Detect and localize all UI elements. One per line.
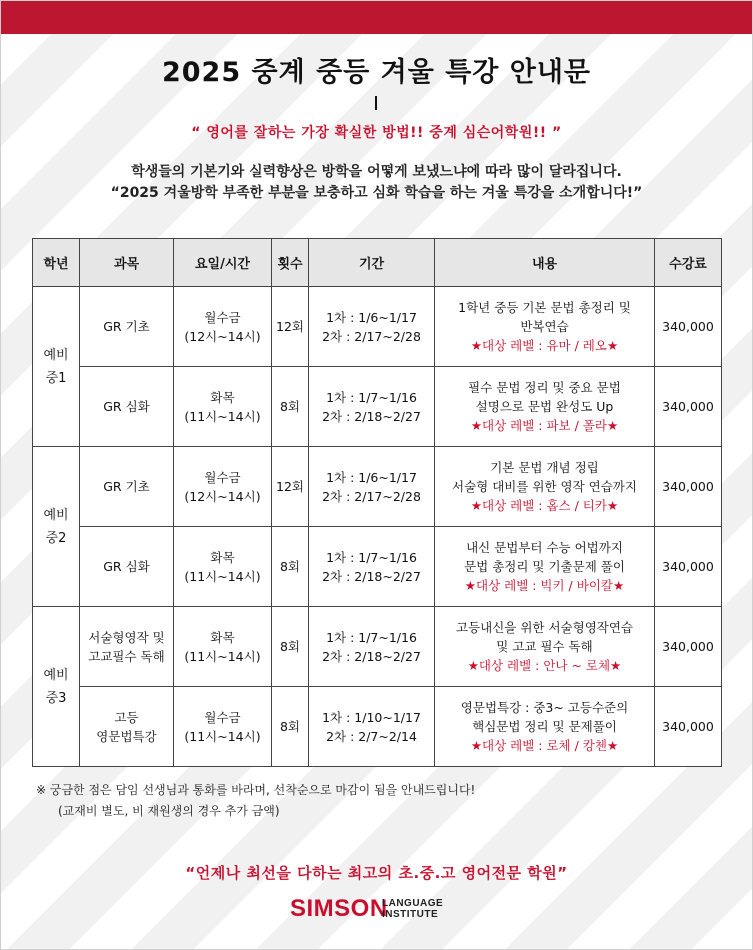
content-text: 및 고교 필수 독해 (496, 639, 593, 654)
period-cell (309, 607, 435, 687)
schedule-cell (174, 607, 272, 687)
logo-sub-line-1: LANGUAGE (382, 898, 444, 909)
count-cell: 8회 (272, 687, 309, 767)
target-level: ★대상 레벨 : 파보 / 폴라★ (470, 418, 619, 433)
count-cell: 8회 (272, 367, 309, 447)
schedule-time: (11시~14시) (184, 568, 261, 584)
count-cell: 8회 (272, 607, 309, 687)
schedule-cell (174, 287, 272, 367)
content-cell (435, 367, 655, 447)
content-cell (435, 687, 655, 767)
grade-label: 중2 (45, 530, 67, 546)
logo-wordmark: SIMSON (290, 895, 388, 922)
fee-cell: 340,000 (655, 287, 722, 367)
content-cell (435, 527, 655, 607)
grade-label: 예비 (43, 347, 69, 363)
subject-text: GR 심화 (103, 559, 150, 574)
grade-label: 중3 (45, 690, 67, 706)
schedule-day: 화목 (210, 549, 235, 565)
subject-cell (80, 687, 174, 767)
intro-line-2: “2025 겨울방학 부족한 부분을 보충하고 심화 학습을 하는 겨울 특강을 소개합니다!” (110, 185, 643, 201)
schedule-cell (174, 447, 272, 527)
subject-text: GR 기초 (103, 479, 150, 494)
fee-cell: 340,000 (655, 607, 722, 687)
grade-cell (33, 287, 80, 447)
subject-text: 고교필수 독해 (88, 648, 165, 664)
notice-line-1: ※ 궁금한 점은 담임 선생님과 통화를 바라며, 선착순으로 마감이 됨을 안내드립니다! (36, 783, 476, 797)
logo-sub-line-2: INSTITUTE (382, 909, 439, 920)
content-text: 영문법특강 : 중3~ 고등수준의 (460, 700, 629, 715)
subject-text: GR 심화 (103, 399, 150, 414)
subject-cell (80, 367, 174, 447)
content-text: 문법 총정리 및 기출문제 풀이 (464, 559, 625, 574)
intro-text (0, 162, 753, 204)
target-level: ★대상 레벨 : 안나 ~ 로체★ (467, 658, 622, 673)
content-text: 반복연습 (520, 319, 569, 334)
notice-line-2: (교재비 별도, 비 재원생의 경우 추가 금액) (58, 804, 280, 818)
subject-text: 영문법특강 (96, 728, 157, 744)
period-cell (309, 367, 435, 447)
content-text: 설명으로 문법 완성도 Up (475, 399, 614, 414)
grade-label: 중1 (45, 370, 67, 386)
header-count: 횟수 (272, 239, 309, 287)
schedule-time: (11시~14시) (184, 408, 261, 424)
slogan: “ 영어를 잘하는 가장 확실한 방법!! 중계 심슨어학원!! ” (191, 125, 562, 141)
content-text: 필수 문법 정리 및 중요 문법 (468, 380, 621, 395)
period-first: 1차 : 1/7~1/16 (326, 629, 417, 645)
header-period: 기간 (309, 239, 435, 287)
schedule-cell (174, 367, 272, 447)
closing-slogan: “언제나 최선을 다하는 최고의 초.중.고 영어전문 학원” (185, 864, 568, 882)
header-grade: 학년 (33, 239, 80, 287)
schedule-time: (11시~14시) (184, 728, 261, 744)
table-header-row (33, 239, 722, 287)
notice (36, 780, 475, 822)
schedule-day: 화목 (210, 629, 235, 645)
header-fee: 수강료 (655, 239, 722, 287)
fee-cell: 340,000 (655, 527, 722, 607)
content-text: 서술형 대비를 위한 영작 연습까지 (452, 479, 637, 494)
fee-cell: 340,000 (655, 447, 722, 527)
count-cell: 12회 (272, 447, 309, 527)
grade-label: 예비 (43, 507, 69, 523)
table-row (33, 527, 722, 607)
fee-cell: 340,000 (655, 367, 722, 447)
subject-cell (80, 287, 174, 367)
period-cell (309, 527, 435, 607)
count-cell: 8회 (272, 527, 309, 607)
content-cell (435, 607, 655, 687)
table-row (33, 447, 722, 527)
target-level: ★대상 레벨 : 유마 / 레오★ (470, 338, 619, 353)
count-cell: 12회 (272, 287, 309, 367)
period-cell (309, 447, 435, 527)
course-table (32, 238, 722, 767)
schedule-time: (12시~14시) (184, 488, 261, 504)
page-title: 2025 중계 중등 겨울 특강 안내문 (161, 57, 592, 88)
content-text: 기본 문법 개념 정립 (490, 460, 599, 475)
schedule-time: (11시~14시) (184, 648, 261, 664)
schedule-cell (174, 687, 272, 767)
grade-cell (33, 447, 80, 607)
grade-cell (33, 607, 80, 767)
header-subject: 과목 (80, 239, 174, 287)
subject-cell (80, 607, 174, 687)
period-second: 2차 : 2/18~2/27 (322, 648, 421, 664)
fee-cell: 340,000 (655, 687, 722, 767)
content-text: 1학년 중등 기본 문법 총정리 및 (458, 300, 631, 315)
period-first: 1차 : 1/6~1/17 (326, 469, 417, 485)
content-text: 고등내신을 위한 서술형영작연습 (456, 620, 633, 635)
content-cell (435, 287, 655, 367)
schedule-time: (12시~14시) (184, 328, 261, 344)
schedule-day: 월수금 (204, 709, 241, 725)
subject-text: GR 기초 (103, 319, 150, 334)
period-second: 2차 : 2/17~2/28 (322, 488, 421, 504)
period-first: 1차 : 1/7~1/16 (326, 389, 417, 405)
period-cell (309, 287, 435, 367)
grade-label: 예비 (43, 667, 69, 683)
intro-line-1: 학생들의 기본기와 실력향상은 방학을 어떻게 보냈느냐에 따라 많이 달라집니다. (131, 164, 622, 180)
schedule-day: 월수금 (204, 469, 241, 485)
content-cell (435, 447, 655, 527)
period-second: 2차 : 2/18~2/27 (322, 408, 421, 424)
period-second: 2차 : 2/7~2/14 (326, 728, 417, 744)
period-second: 2차 : 2/17~2/28 (322, 328, 421, 344)
table-row (33, 687, 722, 767)
table-row (33, 287, 722, 367)
subject-cell (80, 447, 174, 527)
target-level: ★대상 레벨 : 로체 / 캉첸★ (470, 738, 619, 753)
header-schedule: 요일/시간 (174, 239, 272, 287)
period-second: 2차 : 2/18~2/27 (322, 568, 421, 584)
period-first: 1차 : 1/6~1/17 (326, 309, 417, 325)
subject-text: 고등 (114, 709, 139, 725)
target-level: ★대상 레벨 : 홉스 / 티카★ (470, 498, 619, 513)
period-first: 1차 : 1/10~1/17 (322, 709, 421, 725)
period-cell (309, 687, 435, 767)
table-row (33, 367, 722, 447)
content-text: 내신 문법부터 수능 어법까지 (466, 540, 623, 555)
text-cursor (375, 96, 377, 110)
schedule-day: 월수금 (204, 309, 241, 325)
logo-subtitle (382, 898, 443, 920)
content-text: 핵심문법 정리 및 문제풀이 (472, 719, 617, 734)
period-first: 1차 : 1/7~1/16 (326, 549, 417, 565)
table-row (33, 607, 722, 687)
target-level: ★대상 레벨 : 빅키 / 바이칼★ (464, 578, 625, 593)
subject-cell (80, 527, 174, 607)
header-content: 내용 (435, 239, 655, 287)
schedule-cell (174, 527, 272, 607)
subject-text: 서술형영작 및 (88, 629, 165, 645)
schedule-day: 화목 (210, 389, 235, 405)
